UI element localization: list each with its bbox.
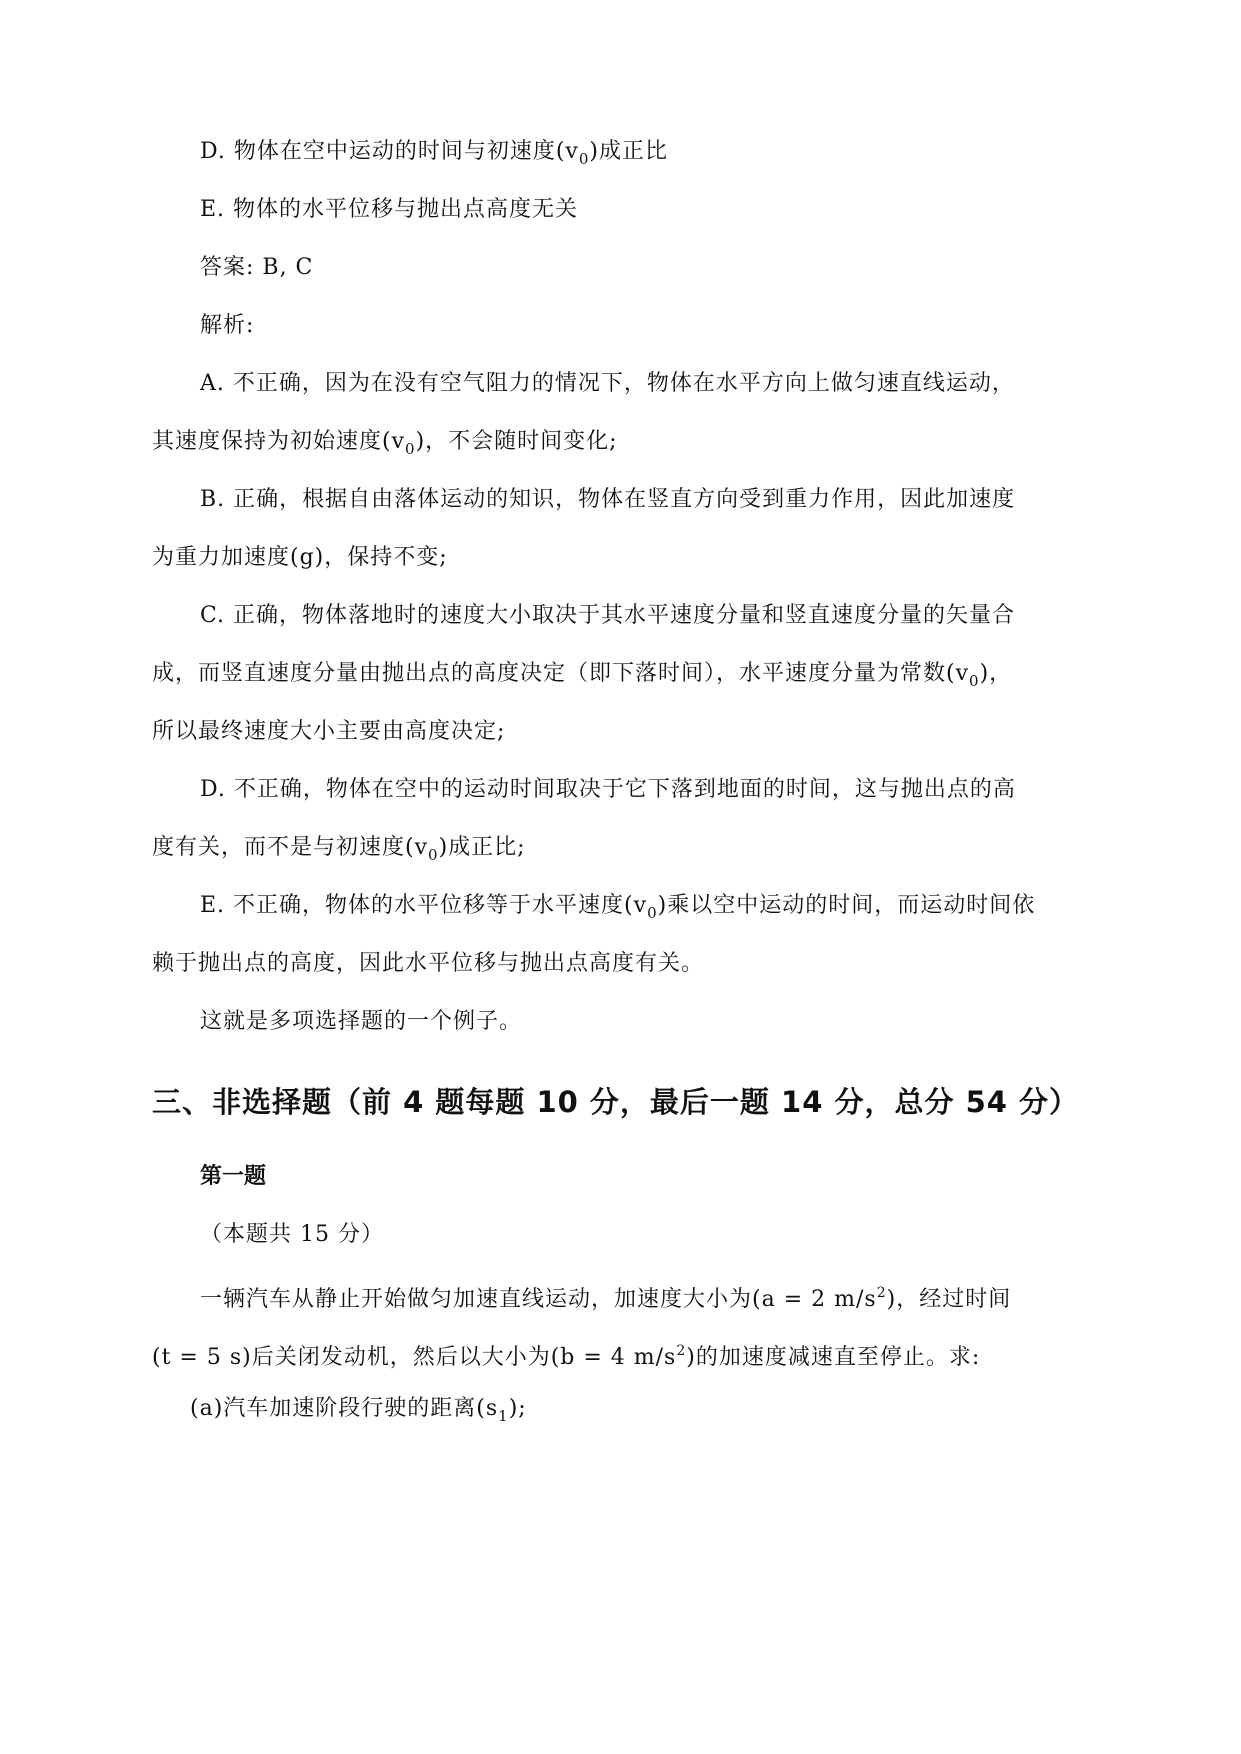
analysis-a-line2: 其速度保持为初始速度$(v_0)$，不会随时间变化;: [152, 429, 618, 458]
analysis-d-line1: D. 不正确，物体在空中的运动时间取决于它下落到地面的时间，这与抛出点的高: [200, 777, 1016, 802]
analysis-b-line1: B. 正确，根据自由落体运动的知识，物体在竖直方向受到重力作用，因此加速度: [200, 487, 1016, 512]
analysis-e-line2: 赖于抛出点的高度，因此水平位移与抛出点高度有关。: [152, 951, 705, 976]
analysis-d-line2: 度有关，而不是与初速度$(v_0)$成正比;: [152, 835, 526, 864]
answer-text: 答案: B, C: [200, 255, 314, 280]
question-line1: 一辆汽车从静止开始做匀加速直线运动，加速度大小为(a = 2 $m/s^2$)，经过时间: [200, 1285, 1012, 1312]
analysis-label: 解析:: [200, 313, 255, 338]
analysis-e-line1: E. 不正确，物体的水平位移等于水平速度$(v_0)$乘以空中运动的时间，而运动时间依: [200, 893, 1036, 922]
analysis-c-line1: C. 正确，物体落地时的速度大小取决于其水平速度分量和竖直速度分量的矢量合: [200, 603, 1016, 628]
question-line2: (t = 5 s)后关闭发动机，然后以大小为(b = 4 $m/s^2$)的加速度减速直至停止。求:: [152, 1343, 981, 1370]
question-points: （本题共 15 分）: [200, 1222, 384, 1247]
analysis-c-line2: 成，而竖直速度分量由抛出点的高度决定（即下落时间），水平速度分量为常数$(v_0)$，: [152, 661, 1013, 690]
analysis-b-line2: 为重力加速度(g)，保持不变;: [152, 545, 448, 570]
question-title: 第一题: [200, 1164, 267, 1189]
analysis-a-line1: A. 不正确，因为在没有空气阻力的情况下，物体在水平方向上做匀速直线运动，: [200, 371, 1015, 396]
question-sub-a: (a)汽车加速阶段行驶的距离$(s_1)$;: [190, 1396, 527, 1425]
analysis-closing: 这就是多项选择题的一个例子。: [200, 1009, 523, 1034]
analysis-c-line3: 所以最终速度大小主要由高度决定;: [152, 719, 506, 744]
section-heading: 三、非选择题（前 4 题每题 10 分，最后一题 14 分，总分 54 分）: [152, 1085, 1080, 1119]
option-e: E. 物体的水平位移与抛出点高度无关: [200, 197, 579, 222]
option-d: D. 物体在空中运动的时间与初速度$(v_0)$成正比: [200, 139, 668, 168]
